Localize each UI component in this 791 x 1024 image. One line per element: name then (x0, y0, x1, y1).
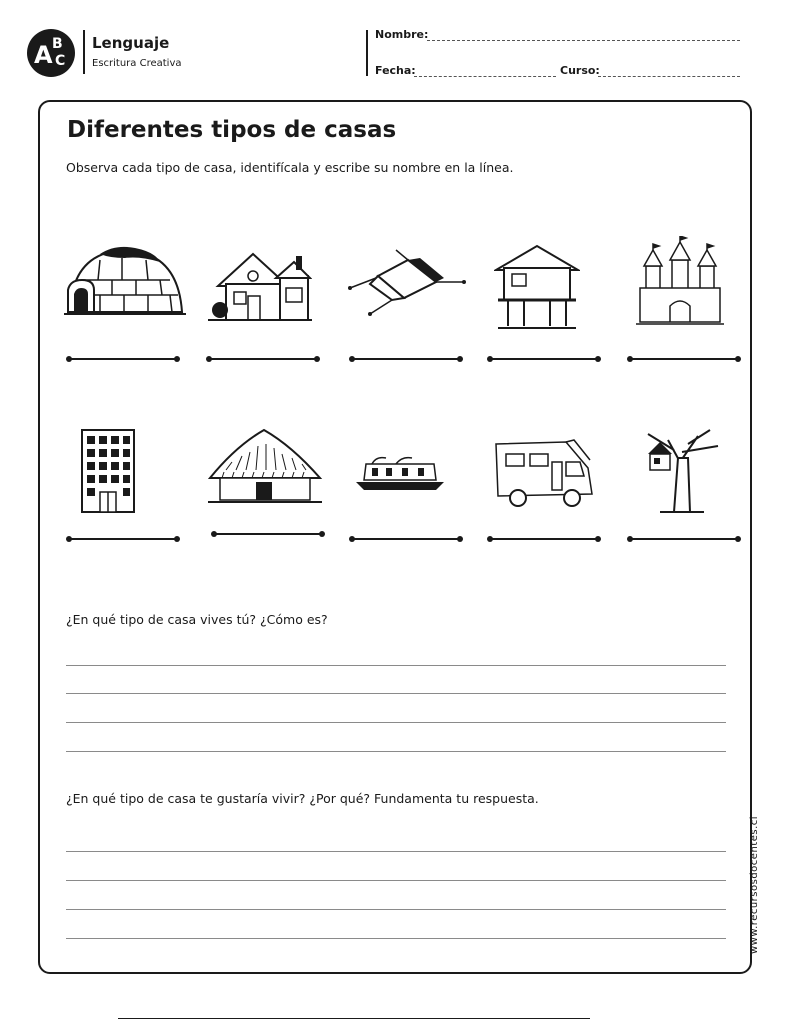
igloo-icon (60, 240, 190, 320)
answer-line-1[interactable] (69, 358, 177, 360)
castle-icon (632, 236, 728, 332)
writing-line[interactable] (66, 665, 726, 666)
writing-line[interactable] (66, 693, 726, 694)
answer-line-10[interactable] (630, 538, 738, 540)
subject-title: Lenguaje (92, 34, 170, 52)
motorhome-icon (492, 436, 596, 510)
writing-line[interactable] (66, 751, 726, 752)
answer-line-6[interactable] (69, 538, 177, 540)
course-label: Curso: (560, 64, 600, 77)
apartment-building-icon (80, 428, 136, 514)
answer-line-8[interactable] (352, 538, 460, 540)
header-divider-2 (366, 30, 368, 76)
course-field[interactable] (598, 76, 740, 77)
subject-subtitle: Escritura Creativa (92, 58, 182, 69)
name-label: Nombre: (375, 28, 429, 41)
writing-line[interactable] (66, 938, 726, 939)
page-title: Diferentes tipos de casas (67, 117, 397, 143)
answer-line-3[interactable] (352, 358, 460, 360)
website-credit: www.recursosdocentes.cl (749, 815, 760, 954)
date-field[interactable] (414, 76, 556, 77)
answer-line-4[interactable] (490, 358, 598, 360)
answer-line-2[interactable] (209, 358, 317, 360)
hut-icon (206, 426, 324, 506)
houseboat-icon (356, 454, 446, 496)
writing-line[interactable] (66, 851, 726, 852)
question-1: ¿En qué tipo de casa vives tú? ¿Cómo es? (66, 612, 328, 627)
house-icon (208, 248, 312, 324)
writing-line[interactable] (66, 722, 726, 723)
tent-icon (348, 248, 466, 322)
date-label: Fecha: (375, 64, 416, 77)
question-2: ¿En qué tipo de casa te gustaría vivir? ¿Por qué? Fundamenta tu respuesta. (66, 791, 539, 806)
treehouse-icon (638, 428, 726, 516)
worksheet-frame (38, 100, 752, 974)
logo-letter-a: A (34, 41, 53, 69)
name-field[interactable] (427, 40, 740, 41)
stilt-house-icon (494, 244, 580, 330)
answer-line-5[interactable] (630, 358, 738, 360)
instruction-text: Observa cada tipo de casa, identifícala y escribe su nombre en la línea. (66, 160, 514, 175)
writing-line[interactable] (66, 909, 726, 910)
abc-logo (27, 29, 75, 77)
footer-line (118, 1018, 590, 1019)
logo-letter-c: C (55, 53, 66, 69)
logo-letter-b: B (52, 36, 63, 52)
header-divider (83, 30, 85, 74)
writing-line[interactable] (66, 880, 726, 881)
answer-line-7[interactable] (214, 533, 322, 535)
answer-line-9[interactable] (490, 538, 598, 540)
